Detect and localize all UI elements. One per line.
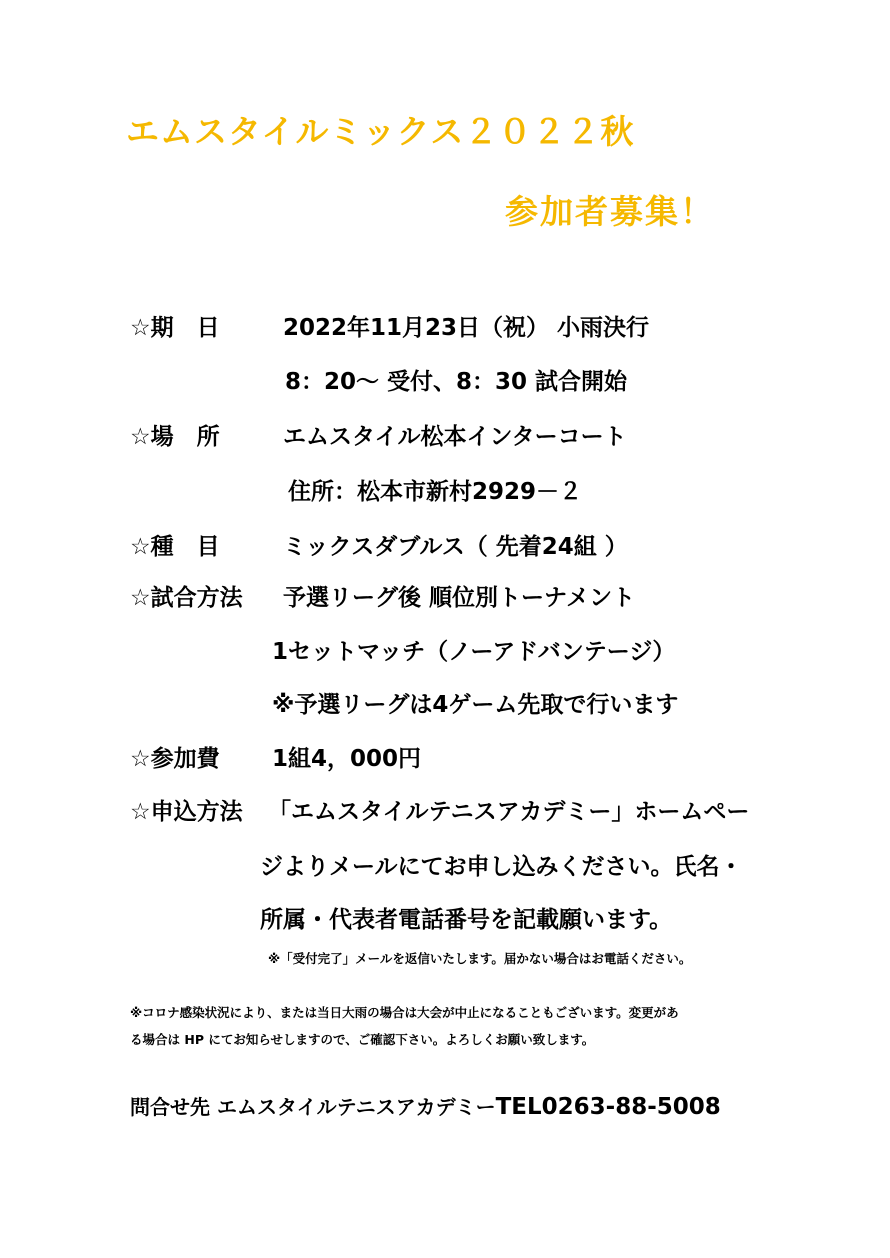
- place-address: 住所：松本市新村2929－２: [288, 479, 583, 505]
- place-name: エムスタイル松本インターコート: [283, 424, 627, 450]
- format-line-2: 1セットマッチ（ノーアドバンテージ）: [272, 639, 676, 665]
- contact-label: 問合せ先 エムスタイルテニスアカデミー: [130, 1095, 496, 1119]
- fee-value: 1組4，000円: [272, 746, 422, 772]
- date-label: ☆期 日: [130, 315, 220, 341]
- apply-line-2: ジよりメールにてお申し込みください。氏名・: [260, 854, 743, 880]
- format-line-3: ※予選リーグは4ゲーム先取で行います: [272, 692, 679, 718]
- apply-line-1: 「エムスタイルテニスアカデミー」ホームペー: [268, 799, 750, 825]
- apply-label: ☆申込方法: [130, 799, 243, 825]
- place-label: ☆場 所: [130, 424, 220, 450]
- corona-note-line-1: ※コロナ感染状況により、または当日大雨の場合は大会が中止になることもございます。変更があ: [130, 1005, 679, 1020]
- format-line-1: 予選リーグ後 順位別トーナメント: [283, 585, 636, 611]
- event-label: ☆種 目: [130, 534, 220, 560]
- apply-line-3: 所属・代表者電話番号を記載願います。: [260, 907, 673, 933]
- contact-info: [130, 1094, 721, 1120]
- date-value: 2022年11月23日（祝） 小雨決行: [283, 315, 650, 341]
- corona-note-line-2: る場合は HP にてお知らせしますので、ご確認下さい。よろしくお願い致します。: [130, 1032, 595, 1047]
- fee-label: ☆参加費: [130, 746, 220, 772]
- apply-note: ※「受付完了」メールを返信いたします。届かない場合はお電話ください。: [268, 951, 692, 966]
- event-value: ミックスダブルス（ 先着24組 ）: [283, 534, 628, 560]
- title-recruitment: 参加者募集！: [505, 192, 715, 231]
- reception-time: 8：20～ 受付、8：30 試合開始: [285, 369, 628, 395]
- title-event-name: エムスタイルミックス２０２２秋: [126, 112, 635, 151]
- format-label: ☆試合方法: [130, 585, 243, 611]
- contact-phone: TEL0263-88-5008: [495, 1094, 721, 1120]
